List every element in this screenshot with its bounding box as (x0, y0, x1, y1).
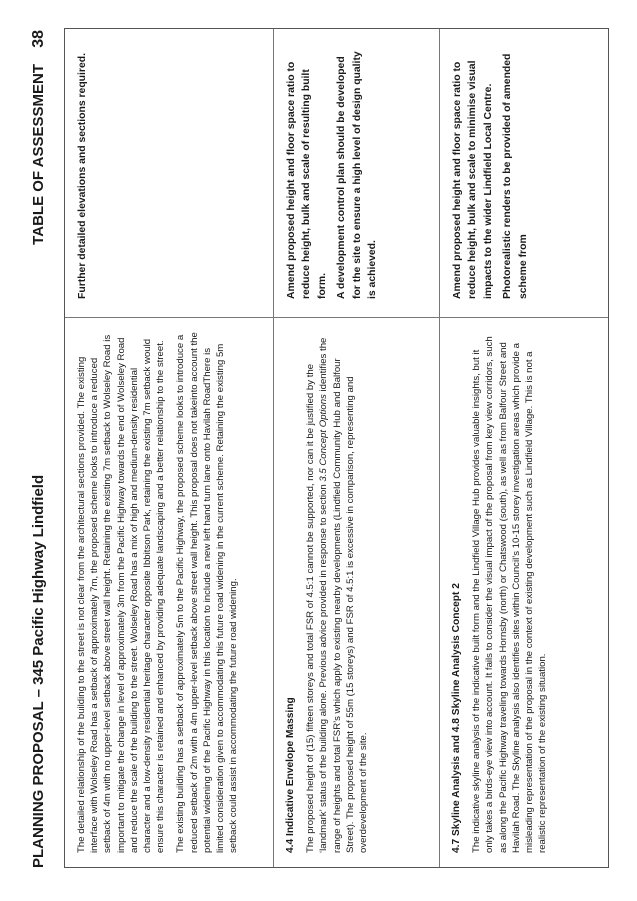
recommendation-cell (440, 29, 608, 317)
section-label: TABLE OF ASSESSMENT (30, 63, 47, 245)
comment-paragraph: The detailed relationship of the building to the street is not clear from the architectural sections provided. The existing interface with Wolseley Road has a setback of approximately 7m, the proposed scheme looks to introduce a reduced setback of 4m with no upper-level setback above street wall height. Retaining the existing 7m setback to Wolseley Road is important to mitigate the change in level of approximately 3m from the Pacific Highway towards the end of Wolseley Road and reduce the scale of the building to the street. Wolseley Road has a mix of high and medium-density residential character and a low-density residential heritage character opposite Ibbitson Park, retaining the existing 7m setback would ensure this character is retained and enhanced by providing adequate landscaping and a better relationship to the street. (76, 334, 167, 853)
assessment-comment-cell (440, 317, 608, 867)
comment-paragraph: The existing building has a setback of approximately 5m to the Pacific Highway, the proposed scheme looks to introduce a reduced setback of 2m with a 4m upper-level setback above street wall height. This proposal does not takeinto account the potential widening of the Pacific Highway in this location to include a new left hand turn lane onto Havilah RoadThere is limited consideration given to accommodating this future road widening in the current scheme. Retaining the existing 5m setback could assist in accommodating the future road widening. (175, 332, 240, 853)
recommendation-text: Amend proposed height and floor space ratio to reduce height, bulk and scale to minimise visual impacts to the wider Lindfield Local Centre. (452, 60, 494, 299)
table-row (439, 29, 608, 867)
recommendation-cell (65, 29, 273, 317)
recommendation-text: Photorealistic renders to be provided of amended scheme from (502, 53, 529, 299)
recommendation-text: Further detailed elevations and sections required. (77, 53, 88, 299)
assessment-comment-cell (274, 317, 439, 867)
document-title: PLANNING PROPOSAL – 345 Pacific Highway Lindfield (30, 474, 47, 868)
assessment-comment-cell (65, 317, 273, 867)
table-row (273, 29, 439, 867)
section-header (24, 30, 54, 245)
recommendation-cell (274, 29, 439, 317)
section-reference: 3.5 Concept Options (318, 394, 330, 482)
section-heading: 4.4 Indicative Envelope Massing (285, 697, 296, 853)
section-heading: 4.7 Skyline Analysis and 4.8 Skyline Analysis Concept 2 (451, 583, 462, 853)
page-number: 38 (30, 30, 47, 48)
recommendation-text: A development control plan should be developed for the site to ensure a high level of design quality is achieved. (336, 51, 379, 299)
comment-paragraph: The proposed height of (15) fifteen storeys and total FSR of 4.5:1 cannot be supported, nor can it be justified by the ‘landmark’ status of the building alone. Previous advice provided in response to section 3.5 Concept Options identifies the range of heights and total FSR’s which apply to existing nearby developments (Lindfield Community Hub and Balfour Street). The proposed height of 55m (15 storeys) and FSR of 4.5:1 is excessive in comparison, representing and overdevelopment of the site. (305, 337, 370, 853)
recommendation-text: Amend proposed height and floor space ratio to reduce height, bulk and scale of resulting built form. (286, 61, 328, 299)
assessment-table (64, 28, 609, 868)
table-row (65, 29, 273, 867)
comment-paragraph: The indicative skyline analysis of the indicative built form and the Lindfield Village Hub provides valuable insights, but it only takes a birds-eye view into account. It fails to consider the visual impact of the proposal from key view corridors, such as along the Pacific Highway traveling towards Hornsby (north) or Chatswood (south), as well as from Balfour Street and Havilah Road. The Skyline analysis also identifies sites within Council’s 10-15 storey investigation areas which provide a misleading representation of the proposal in the context of existing development such as Lindfield Village. This is not a realistic representation of the existing situation. (471, 336, 549, 853)
